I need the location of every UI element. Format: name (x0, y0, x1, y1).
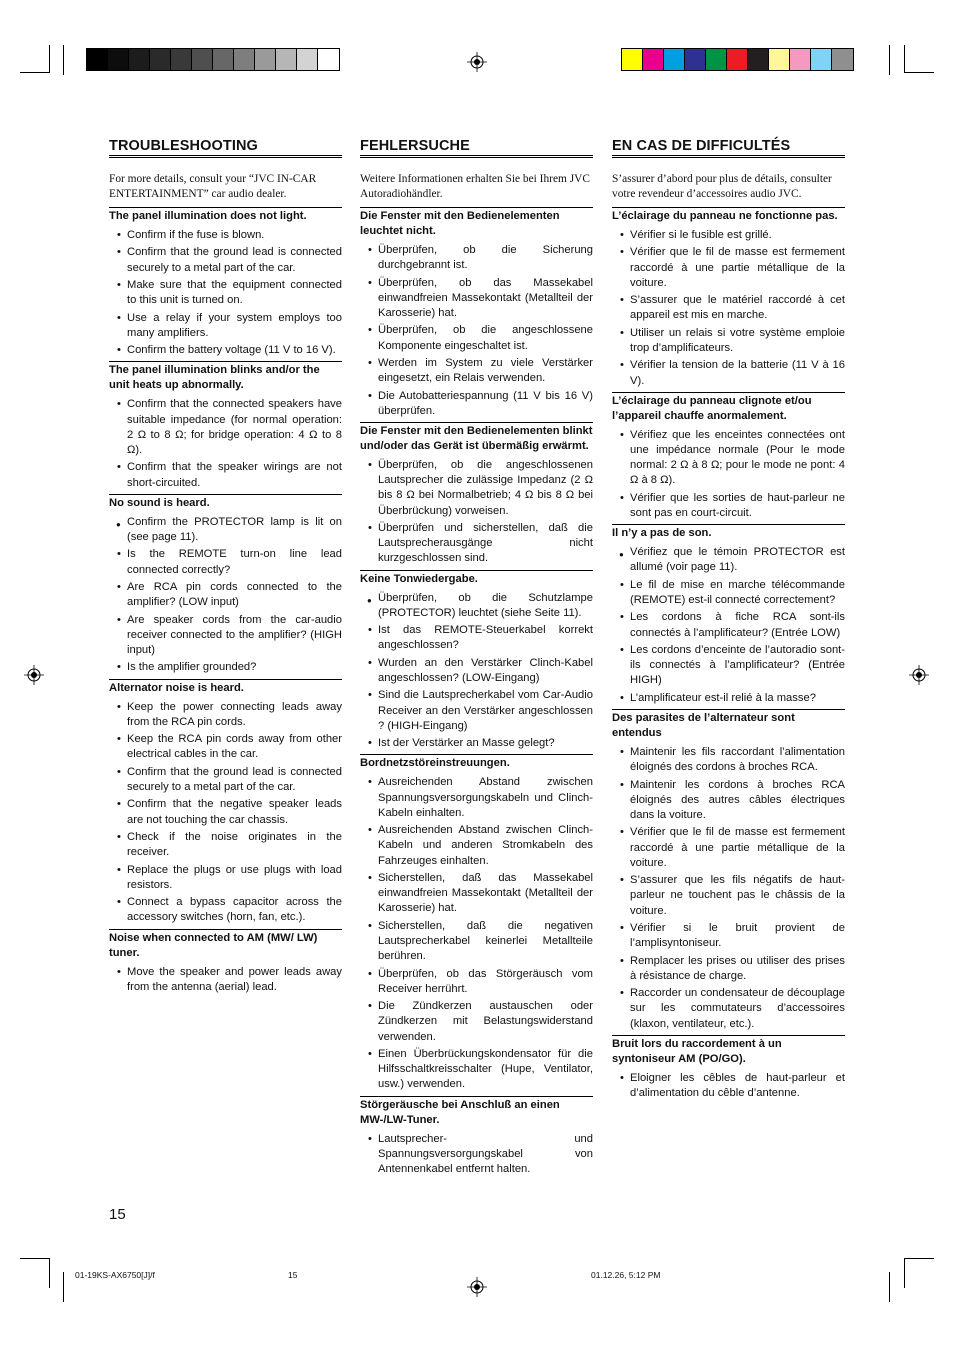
list-item (360, 356, 593, 386)
crop-mark (904, 1258, 905, 1288)
bullet-icon: • (368, 389, 372, 402)
bullet-icon: • (620, 921, 624, 934)
list-item (109, 797, 342, 827)
color-swatch (297, 49, 318, 70)
solution-list (360, 458, 593, 567)
list-item (109, 895, 342, 925)
bullet-icon: • (620, 229, 624, 241)
bullet-icon: • (368, 1000, 372, 1013)
bullet-icon: • (117, 765, 121, 778)
list-item-text: Confirm that the connected speakers have suitable impedance (for normal operation: 2 Ω to 8 Ω; for bridge operation: 4 Ω to 8 Ω). (127, 398, 342, 456)
list-item-text: Make sure that the equipment connected to this unit is turned on. (127, 278, 342, 307)
bullet-icon: • (368, 1047, 372, 1060)
color-swatch (769, 49, 790, 70)
color-swatch (832, 49, 853, 70)
problem-heading: L’éclairage du panneau ne fonctionne pas. (612, 207, 845, 224)
solution-list (360, 591, 593, 752)
list-item-text: Confirm the PROTECTOR lamp is lit on (see page 11). (127, 515, 342, 543)
color-swatch (622, 49, 643, 70)
bullet-icon: • (368, 244, 372, 256)
bullet-icon: • (620, 987, 624, 1000)
crop-mark (63, 45, 64, 75)
list-item-text: Is the amplifier grounded? (127, 661, 257, 674)
registration-mark-icon (467, 52, 487, 72)
list-item-text: Ist der Verstärker an Masse gelegt? (378, 737, 555, 750)
list-item (109, 660, 342, 675)
solution-list (612, 428, 845, 521)
list-item-text: Überprüfen, ob das Massekabel einwandfreien Massekontakt (Metallteil der Karosserie) hat. (378, 276, 593, 319)
list-item-text: Überprüfen, ob die Sicherung durchgebrannt ist. (378, 244, 593, 272)
bullet-icon: • (620, 691, 624, 704)
bullet-icon: • (368, 967, 372, 980)
color-swatch (129, 49, 150, 70)
list-item (360, 521, 593, 567)
list-item (612, 778, 845, 824)
list-item-text: Die Autobatteriespannung (11 V bis 16 V) überprüfen. (378, 389, 593, 417)
color-swatch (255, 49, 276, 70)
process-color-bar (621, 48, 854, 71)
problem-heading: The panel illumination blinks and/or the unit heats up abnormally. (109, 361, 342, 393)
list-item (612, 745, 845, 775)
bullet-icon: • (117, 398, 121, 411)
list-item (109, 343, 342, 358)
section-title: TROUBLESHOOTING (109, 138, 342, 158)
list-item-text: Confirm that the speaker wirings are not short-circuited. (127, 461, 342, 489)
list-item-text: Überprüfen, ob die angeschlossenen Lautsprecher die zulässige Impedanz (2 Ω bis 8 Ω bei Normalbetrieb; 4 Ω bis 8 Ω bei Überbrückung) vorweisen. (378, 458, 593, 517)
bullet-icon: • (368, 737, 372, 750)
list-item (109, 460, 342, 490)
bullet-icon: • (368, 776, 372, 789)
list-item-text: Ist das REMOTE-Steuerkabel korrekt angeschlossen? (378, 624, 593, 652)
problem-heading: Störgeräusche bei Anschluß an einen MW-/LW-Tuner. (360, 1096, 593, 1128)
list-item-text: Is the REMOTE turn-on line lead connected correctly? (127, 548, 342, 576)
solution-list (109, 397, 342, 490)
list-item-text: Check if the noise originates in the receiver. (127, 830, 342, 859)
color-swatch (213, 49, 234, 70)
list-item-text: Confirm the battery voltage (11 V to 16 V). (127, 344, 336, 357)
list-item (612, 326, 845, 356)
list-item (109, 580, 342, 610)
crop-mark (904, 1258, 934, 1259)
bullet-icon: • (368, 919, 372, 932)
crop-mark (63, 1272, 64, 1302)
intro-text: For more details, consult your “JVC IN-CAR ENTERTAINMENT” car audio dealer. (109, 173, 317, 200)
bullet-icon: • (620, 954, 624, 967)
list-item-text: Vérifier que les sorties de haut-parleur ne sont pas en court-circuit. (630, 491, 845, 519)
solution-list (612, 1071, 845, 1101)
list-item-text: Überprüfen, ob das Störgeräusch vom Receiver herrührt. (378, 967, 593, 995)
bullet-icon: • (368, 521, 372, 534)
list-item (360, 999, 593, 1045)
list-item (360, 919, 593, 965)
bullet-icon: • (117, 311, 121, 324)
bullet-icon: • (117, 830, 121, 843)
bullet-icon: • (117, 229, 121, 241)
bullet-icon: • (117, 461, 121, 474)
list-item (612, 954, 845, 984)
bullet-icon: • (368, 871, 372, 884)
bullet-icon: • (620, 745, 624, 758)
column-english (109, 138, 342, 998)
bullet-icon: • (368, 356, 372, 369)
list-item-text: Utiliser un relais si votre système emploie trop d’amplificateurs. (630, 326, 845, 354)
filled-bullet-icon: ● (619, 550, 624, 560)
list-item (612, 825, 845, 871)
solution-list (360, 1132, 593, 1178)
registration-mark-icon (24, 665, 44, 685)
bullet-icon: • (117, 548, 121, 561)
list-item-text: Confirm that the ground lead is connected securely to a metal part of the car. (127, 246, 342, 274)
list-item-text: Vérifiez que le témoin PROTECTOR est allumé (voir page 11). (630, 546, 845, 574)
bullet-icon: • (117, 863, 121, 876)
list-item (612, 245, 845, 291)
list-item-text: Wurden an den Verstärker Clinch-Kabel angeschlossen? (LOW-Eingang) (378, 656, 593, 684)
list-item-text: Raccorder un condensateur de découplage sur les commutateurs d’accessoires (klaxon, ventilateur, etc.). (630, 987, 845, 1030)
bullet-icon: • (117, 733, 121, 746)
list-item (360, 775, 593, 821)
list-item-text: Werden im System zu viele Verstärker eingesetzt, ein Relais verwenden. (378, 356, 593, 385)
list-item (612, 986, 845, 1032)
list-item (109, 515, 342, 545)
problem-heading: Die Fenster mit den Bedienelementen leuchtet nicht. (360, 207, 593, 239)
bullet-icon: • (620, 643, 624, 656)
list-item-text: Are speaker cords from the car-audio receiver connected to the amplifier? (HIGH input) (127, 613, 342, 656)
bullet-icon: • (368, 276, 372, 289)
list-item (612, 428, 845, 489)
list-item (109, 278, 342, 308)
bullet-icon: • (368, 656, 372, 669)
list-item (612, 545, 845, 575)
list-item-text: Lautsprecher- und Spannungsversorgungskabel von Antennenkabel entfernt halten. (378, 1132, 593, 1175)
bullet-icon: • (368, 1132, 372, 1145)
intro-text: S’assurer d’abord pour plus de détails, consulter votre revendeur d’accessoires audio JVC. (612, 173, 832, 200)
list-item (360, 967, 593, 997)
problem-heading: Des parasites de l’alternateur sont entendus (612, 709, 845, 741)
bullet-icon: • (117, 896, 121, 909)
section-title: EN CAS DE DIFFICULTÉS (612, 138, 845, 158)
list-item (612, 228, 845, 243)
bullet-icon: • (117, 613, 121, 626)
solution-list (612, 745, 845, 1032)
list-item-text: Vérifier la tension de la batterie (11 V à 16 V). (630, 359, 845, 387)
list-item-text: Confirm that the negative speaker leads are not touching the car chassis. (127, 798, 342, 826)
filled-bullet-icon: ● (116, 519, 121, 529)
color-swatch (276, 49, 297, 70)
color-swatch (664, 49, 685, 70)
list-item-text: Überprüfen und sicherstellen, daß die Lautsprecherausgänge nicht kurzgeschlossen sind. (378, 521, 593, 565)
footer-file-name: 01-19KS-AX6750[J]/f (75, 1270, 155, 1280)
list-item (360, 389, 593, 419)
list-item-text: Use a relay if your system employs too many amplifiers. (127, 311, 342, 339)
list-item-text: Confirm that the ground lead is connected securely to a metal part of the car. (127, 765, 342, 793)
list-item (612, 610, 845, 640)
crop-mark (889, 45, 890, 75)
color-swatch (706, 49, 727, 70)
bullet-icon: • (368, 324, 372, 337)
list-item (612, 873, 845, 919)
crop-mark (49, 45, 50, 73)
problem-heading: Bruit lors du raccordement à un syntoniseur AM (PO/GO). (612, 1035, 845, 1067)
list-item (612, 921, 845, 951)
bullet-icon: • (368, 458, 372, 471)
list-item-text: Eloigner les cêbles de haut-parleur et d’alimentation du cêble d’antenne. (630, 1071, 845, 1099)
list-item-text: Les cordons à fiche RCA sont-ils connectés à l’amplificateur? (Entrée LOW) (630, 611, 845, 639)
list-item (109, 397, 342, 458)
bullet-icon: • (117, 344, 121, 357)
list-item (360, 243, 593, 273)
bullet-icon: • (620, 826, 624, 839)
list-item-text: Replace the plugs or use plugs with load resistors. (127, 863, 342, 891)
list-item (109, 547, 342, 577)
list-item (612, 491, 845, 521)
bullet-icon: • (620, 778, 624, 791)
list-item-text: Le fil de mise en marche télécommande (REMOTE) est-il connecté correctement? (630, 578, 845, 606)
list-item-text: Ausreichenden Abstand zwischen Clinch-Kabeln und anderen Stromkabeln des Fahrzeuges einhalten. (378, 824, 593, 867)
list-item-text: S’assurer que les fils négatifs de haut-parleur ne touchent pas le châssis de la voiture. (630, 874, 845, 917)
list-item (360, 1132, 593, 1178)
list-item (360, 736, 593, 751)
list-item (109, 830, 342, 860)
list-item-text: Vérifiez que les enceintes connectées ont une impédance normale (Pour le mode normal: 2 Ω à 8 Ω; pour le mode ne pont: 4 Ω à 8 Ω). (630, 428, 845, 487)
list-item (109, 700, 342, 730)
list-item-text: Sicherstellen, daß die negativen Lautsprecherkabel keinerlei Metallteile berühren. (378, 919, 593, 963)
list-item-text: Move the speaker and power leads away from the antenna (aerial) lead. (127, 965, 342, 993)
bullet-icon: • (117, 700, 121, 713)
crop-mark (904, 72, 934, 73)
filled-bullet-icon: ● (367, 595, 372, 605)
registration-mark-icon (467, 1277, 487, 1297)
list-item (109, 311, 342, 341)
list-item-text: Sind die Lautsprecherkabel vom Car-Audio Receiver an den Verstärker angeschlossen ? (HIGH-Eingang) (378, 689, 593, 732)
color-swatch (643, 49, 664, 70)
bullet-icon: • (620, 294, 624, 307)
page-number: 15 (109, 1206, 126, 1223)
solution-list (109, 515, 342, 676)
list-item (109, 863, 342, 893)
color-swatch (727, 49, 748, 70)
list-item (360, 276, 593, 322)
list-item-text: Die Zündkerzen austauschen oder Zündkerzen mit Belastungswiderstand verwenden. (378, 1000, 593, 1043)
color-swatch (318, 49, 339, 70)
intro-text: Weitere Informationen erhalten Sie bei Ihrem JVC Autoradiohändler. (360, 173, 590, 200)
problem-heading: Alternator noise is heard. (109, 679, 342, 696)
list-item (612, 691, 845, 706)
color-swatch (685, 49, 706, 70)
color-swatch (790, 49, 811, 70)
bullet-icon: • (117, 580, 121, 593)
problem-heading: Bordnetzstöreinstreuungen. (360, 754, 593, 771)
problem-heading: Il n’y a pas de son. (612, 524, 845, 541)
list-item (360, 1047, 593, 1093)
bullet-icon: • (620, 1071, 624, 1084)
bullet-icon: • (620, 491, 624, 504)
color-swatch (87, 49, 108, 70)
list-item-text: Keep the RCA pin cords away from other electrical cables in the car. (127, 733, 342, 761)
footer-page: 15 (288, 1270, 298, 1280)
crop-mark (20, 72, 50, 73)
list-item-text: Remplacer les prises ou utiliser des prises à résistance de charge. (630, 954, 845, 982)
list-item-text: Vérifier que le fil de masse est fermement raccordé à une partie métallique de la voiture. (630, 246, 845, 289)
list-item-text: Les cordons d’enceinte de l’autoradio sont-ils connectés à l’amplificateur? (Entrée HIGH) (630, 643, 845, 687)
list-item-text: Ausreichenden Abstand zwischen Spannungsversorgungskabeln und Clinch-Kabeln einhalten. (378, 776, 593, 819)
list-item (612, 293, 845, 323)
bullet-icon: • (117, 798, 121, 811)
crop-mark (904, 45, 905, 73)
crop-mark (49, 1258, 50, 1288)
list-item (612, 643, 845, 689)
problem-heading: L’éclairage du panneau clignote et/ou l’appareil chauffe anormalement. (612, 392, 845, 424)
list-item (360, 591, 593, 621)
bullet-icon: • (368, 689, 372, 702)
list-item (360, 323, 593, 353)
bullet-icon: • (620, 246, 624, 259)
list-item-text: Maintenir les cordons à broches RCA éloignés des autres câbles électriques dans la voiture. (630, 778, 845, 821)
list-item-text: Vérifier si le fusible est grillé. (630, 229, 772, 241)
bullet-icon: • (368, 824, 372, 837)
color-swatch (748, 49, 769, 70)
list-item-text: Einen Überbrückungskondensator für die Hilfsschaltkreisschalter (Hupe, Ventilator, usw.) verwenden. (378, 1047, 593, 1091)
bullet-icon: • (620, 359, 624, 372)
list-item (360, 871, 593, 917)
list-item-text: Are RCA pin cords connected to the amplifier? (LOW input) (127, 580, 342, 609)
list-item-text: Connect a bypass capacitor across the accessory switches (horn, fan, etc.). (127, 896, 342, 924)
bullet-icon: • (117, 661, 121, 674)
color-swatch (234, 49, 255, 70)
solution-list (109, 700, 342, 926)
list-item-text: Überprüfen, ob die angeschlossene Komponente eingeschaltet ist. (378, 324, 593, 352)
list-item-text: L’amplificateur est-il relié à la masse? (630, 691, 816, 704)
problem-heading: The panel illumination does not light. (109, 207, 342, 224)
list-item (109, 245, 342, 275)
column-french (612, 138, 845, 1104)
crop-mark (20, 1258, 50, 1259)
grayscale-color-bar (86, 48, 340, 71)
list-item-text: Vérifier si le bruit provient de l’amplisyntoniseur. (630, 921, 845, 950)
bullet-icon: • (117, 278, 121, 291)
list-item-text: Vérifier que le fil de masse est fermement raccordé à une partie métallique de la voiture. (630, 826, 845, 869)
list-item (109, 732, 342, 762)
solution-list (612, 228, 845, 389)
solution-list (612, 545, 845, 706)
list-item (360, 688, 593, 734)
color-swatch (192, 49, 213, 70)
bullet-icon: • (117, 965, 121, 978)
problem-heading: Die Fenster mit den Bedienelementen blinkt und/oder das Gerät ist übermäßig erwärmt. (360, 422, 593, 454)
list-item (109, 228, 342, 243)
list-item-text: Keep the power connecting leads away from the RCA pin cords. (127, 700, 342, 728)
list-item (360, 623, 593, 653)
problem-heading: Noise when connected to AM (MW/ LW) tuner. (109, 929, 342, 961)
list-item (612, 358, 845, 388)
solution-list (109, 228, 342, 358)
crop-mark (889, 1272, 890, 1302)
list-item-text: S’assurer que le matériel raccordé à cet appareil est mis en marche. (630, 294, 845, 322)
bullet-icon: • (368, 624, 372, 637)
list-item (109, 965, 342, 995)
bullet-icon: • (620, 874, 624, 887)
list-item-text: Maintenir les fils raccordant l’alimentation éloignés des cordons à broches RCA. (630, 745, 845, 774)
bullet-icon: • (620, 326, 624, 339)
list-item-text: Sicherstellen, daß das Massekabel einwandfreien Massekontakt (Metallteil der Karosserie) hat. (378, 871, 593, 915)
registration-mark-icon (909, 665, 929, 685)
list-item (109, 613, 342, 659)
color-swatch (811, 49, 832, 70)
list-item (360, 458, 593, 519)
problem-heading: Keine Tonwiedergabe. (360, 570, 593, 587)
list-item (109, 765, 342, 795)
color-swatch (171, 49, 192, 70)
column-german (360, 138, 593, 1180)
list-item (360, 823, 593, 869)
list-item (612, 578, 845, 608)
footer-date: 01.12.26, 5:12 PM (591, 1270, 661, 1280)
bullet-icon: • (117, 246, 121, 259)
list-item (360, 656, 593, 686)
solution-list (109, 965, 342, 995)
bullet-icon: • (620, 611, 624, 624)
color-swatch (108, 49, 129, 70)
solution-list (360, 775, 593, 1092)
list-item (612, 1071, 845, 1101)
color-swatch (150, 49, 171, 70)
problem-heading: No sound is heard. (109, 494, 342, 511)
list-item-text: Überprüfen, ob die Schutzlampe (PROTECTOR) leuchtet (siehe Seite 11). (378, 591, 593, 619)
list-item-text: Confirm if the fuse is blown. (127, 229, 265, 241)
section-title: FEHLERSUCHE (360, 138, 593, 158)
bullet-icon: • (620, 428, 624, 441)
solution-list (360, 243, 593, 419)
bullet-icon: • (620, 578, 624, 591)
